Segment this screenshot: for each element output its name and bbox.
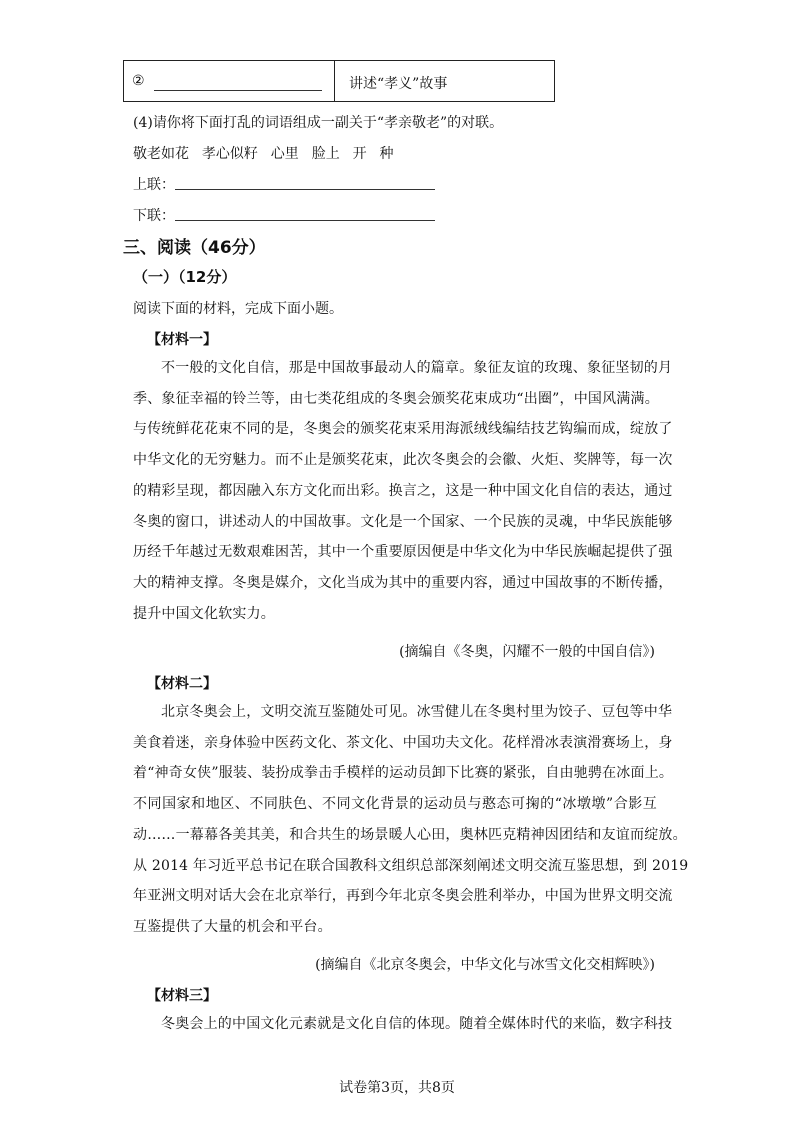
material-1-text [133,353,673,629]
table-cell-text: 讲述“孝义”故事 [349,76,448,92]
material-3-text [133,1009,673,1040]
text-line: 互鉴提供了大量的机会和平台。 [133,918,332,935]
upper-couplet-label: 上联： [133,177,175,193]
text-line: 提升中国文化软实力。 [133,605,275,622]
lower-couplet-blank[interactable] [175,220,435,221]
lower-couplet-label: 下联： [133,208,175,224]
reading-instruction: 阅读下面的材料，完成下面小题。 [133,301,343,317]
text-line: 美食着迷，亲身体验中医药文化、茶文化、中国功夫文化。花样滑冰表演滑赛场上，身 [133,734,673,751]
text-line: 年亚洲文明对话大会在北京举行，再到今年北京冬奥会胜利举办，中国为世界文明交流 [133,888,673,905]
text-line: 季、象征幸福的铃兰等，由七类花组成的冬奥会颁奖花束成功“出圈”，中国风满满。 [133,390,659,407]
text-line: 的精彩呈现，都因融入东方文化而出彩。换言之，这是一种中国文化自信的表达，通过 [133,482,673,499]
material-2-source: (摘编自《北京冬奥会，中华文化与冰雪文化交相辉映》) [315,957,655,973]
upper-couplet-blank[interactable] [175,189,435,190]
text-line: 冬奥会上的中国文化元素就是文化自信的体现。随着全媒体时代的来临，数字科技 [161,1016,673,1032]
material-1-source: (摘编自《冬奥，闪耀不一般的中国自信》) [399,644,655,660]
material-2-text [133,697,689,943]
question-4-words: 敬老如花 孝心似籽 心里 脸上 开 种 [133,146,394,162]
material-1-label: 【材料一】 [147,332,217,348]
table-cell-right [335,61,554,101]
text-line: 着“神奇女侠”服装、装扮成拳击手模样的运动员卸下比赛的紧张，自由驰骋在冰面上。 [133,765,674,782]
subsection-title: （一）（12分） [133,268,237,286]
text-line: 冬奥的窗口，讲述动人的中国故事。文化是一个国家、一个民族的灵魂，中华民族能够 [133,513,673,530]
section-title: 三、阅读（46分） [123,238,266,258]
fill-blank-line[interactable] [154,90,322,91]
page-footer: 试卷第3页，共8页 [339,1080,455,1096]
text-line: 从 2014 年习近平总书记在联合国教科文组织总部深刻阐述文明交流互鉴思想，到 2019 [133,857,689,874]
text-line: 与传统鲜花花束不同的是，冬奥会的颁奖花束采用海派绒线编结技艺钩编而成，绽放了 [133,421,673,438]
material-3-label: 【材料三】 [147,988,217,1004]
material-2-label: 【材料二】 [147,676,217,692]
question-4-prompt: (4)请你将下面打乱的词语组成一副关于“孝亲敬老”的对联。 [133,115,504,131]
text-line: 不同国家和地区、不同肤色、不同文化背景的运动员与憨态可掬的“冰墩墩”合影互 [133,796,657,813]
text-line: 动……一幕幕各美其美，和合共生的场景暖人心田，奥林匹克精神因团结和友谊而绽放。 [133,826,687,843]
item-marker: ② [132,73,145,89]
text-line: 中华文化的无穷魅力。而不止是颁奖花束，此次冬奥会的会徽、火炬、奖牌等，每一次 [133,452,673,469]
table-cell-left [124,61,335,101]
text-line: 大的精神支撑。冬奥是媒介，文化当成为其中的重要内容，通过中国故事的不断传播， [133,574,673,591]
answer-table-row [123,60,555,102]
text-line: 历经千年越过无数艰难困苦，其中一个重要原因便是中华文化为中华民族崛起提供了强 [133,544,673,561]
text-line: 北京冬奥会上，文明交流互鉴随处可见。冰雪健儿在冬奥村里为饺子、豆包等中华 [161,704,673,720]
text-line: 不一般的文化自信，那是中国故事最动人的篇章。象征友谊的玫瑰、象征坚韧的月 [161,360,673,376]
